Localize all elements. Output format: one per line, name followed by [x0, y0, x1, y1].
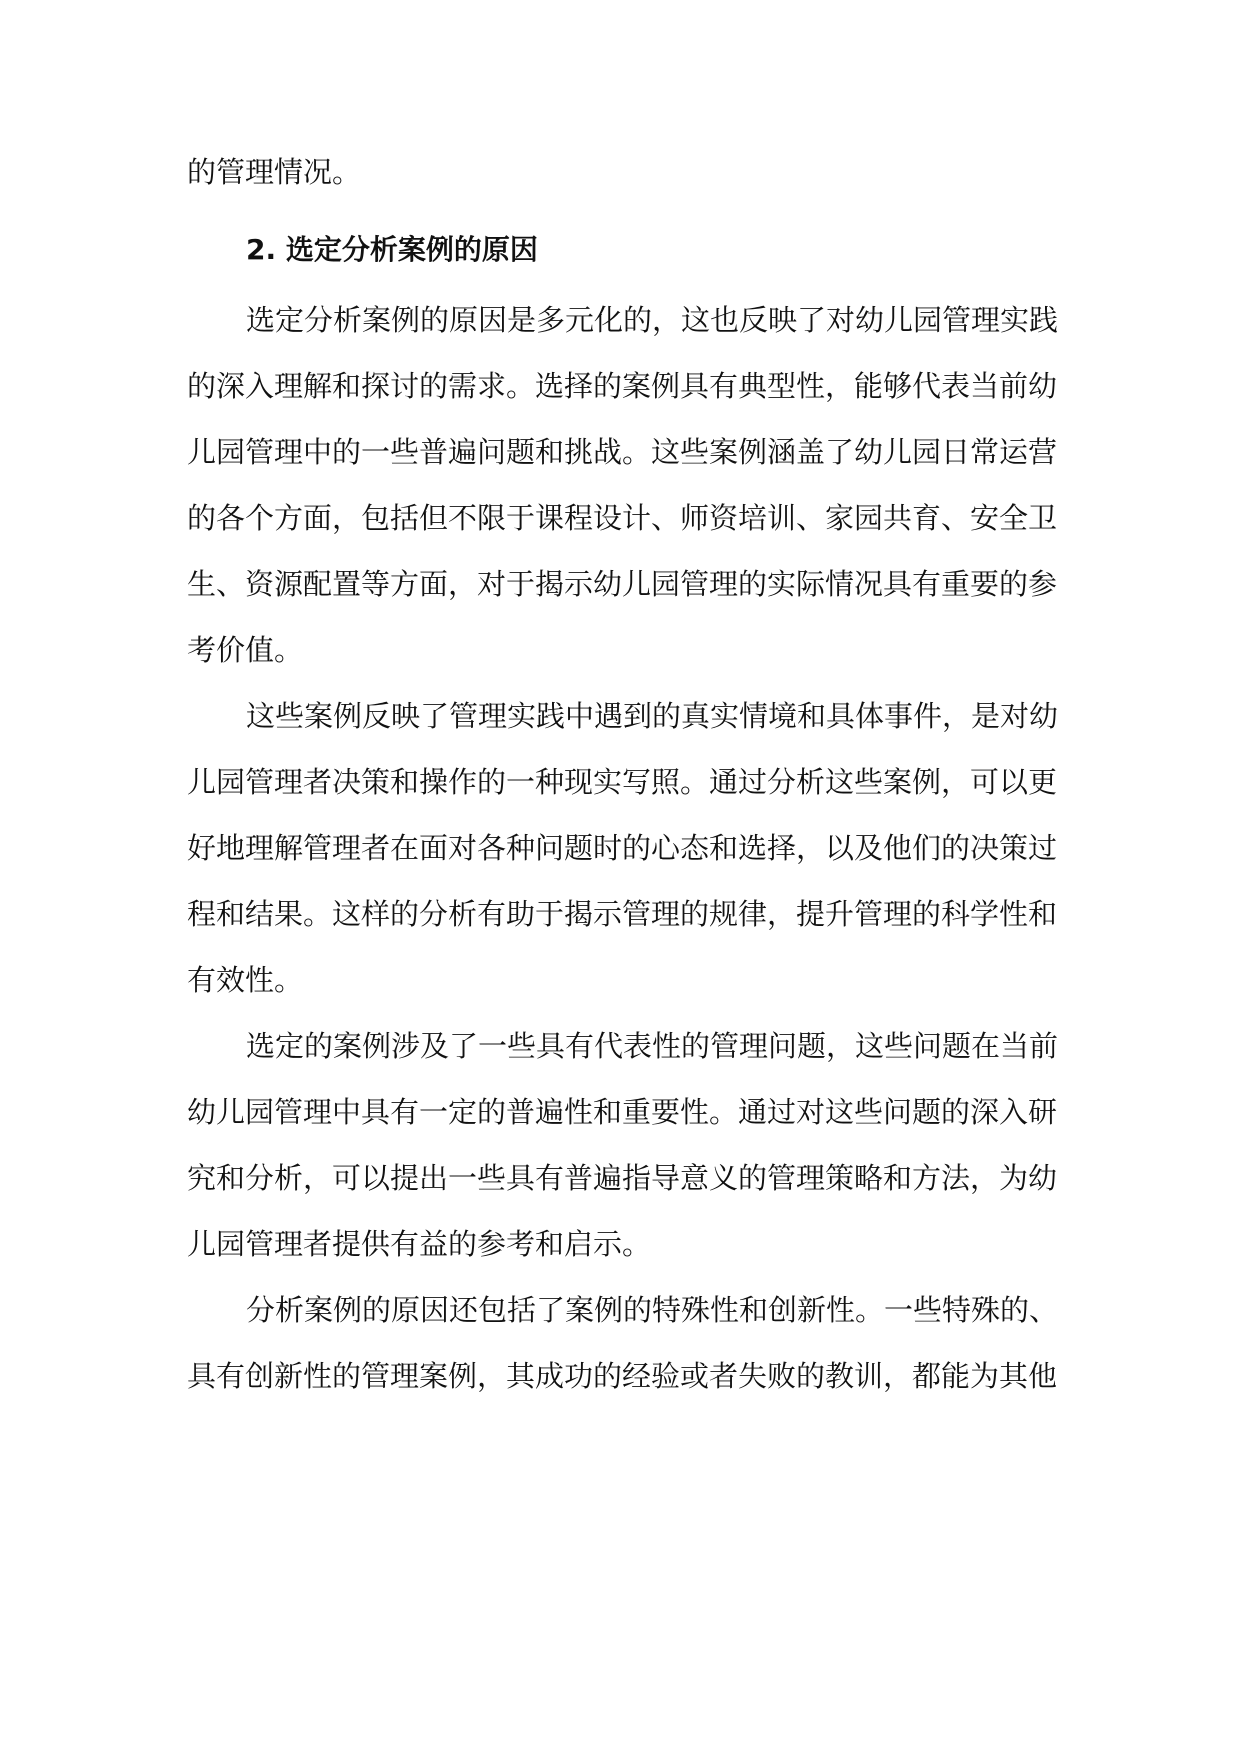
paragraph-line: 儿园管理者提供有益的参考和启示。 [187, 1227, 652, 1261]
paragraph-line: 具有创新性的管理案例，其成功的经验或者失败的教训，都能为其他 [187, 1359, 1058, 1393]
paragraph-line: 儿园管理中的一些普遍问题和挑战。这些案例涵盖了幼儿园日常运营 [187, 435, 1058, 469]
paragraph-line: 儿园管理者决策和操作的一种现实写照。通过分析这些案例，可以更 [187, 765, 1058, 799]
paragraph-line: 选定分析案例的原因是多元化的，这也反映了对幼儿园管理实践 [246, 303, 1059, 337]
paragraph-line: 考价值。 [187, 633, 304, 667]
paragraph-line: 选定的案例涉及了一些具有代表性的管理问题，这些问题在当前 [246, 1029, 1059, 1063]
paragraph-line: 有效性。 [187, 963, 304, 997]
paragraph-line: 生、资源配置等方面，对于揭示幼儿园管理的实际情况具有重要的参 [187, 567, 1058, 601]
paragraph-line: 的深入理解和探讨的需求。选择的案例具有典型性，能够代表当前幼 [187, 369, 1058, 403]
paragraph-line: 的管理情况。 [187, 155, 362, 189]
paragraph-line: 分析案例的原因还包括了案例的特殊性和创新性。一些特殊的、 [246, 1293, 1059, 1327]
paragraph-line: 究和分析，可以提出一些具有普遍指导意义的管理策略和方法，为幼 [187, 1161, 1058, 1195]
paragraph-line: 程和结果。这样的分析有助于揭示管理的规律，提升管理的科学性和 [187, 897, 1058, 931]
paragraph-line: 的各个方面，包括但不限于课程设计、师资培训、家园共育、安全卫 [187, 501, 1058, 535]
paragraph-line: 好地理解管理者在面对各种问题时的心态和选择，以及他们的决策过 [187, 831, 1058, 865]
paragraph-line: 幼儿园管理中具有一定的普遍性和重要性。通过对这些问题的深入研 [187, 1095, 1058, 1129]
section-heading: 2. 选定分析案例的原因 [246, 233, 538, 266]
paragraph-line: 这些案例反映了管理实践中遇到的真实情境和具体事件，是对幼 [246, 699, 1059, 733]
